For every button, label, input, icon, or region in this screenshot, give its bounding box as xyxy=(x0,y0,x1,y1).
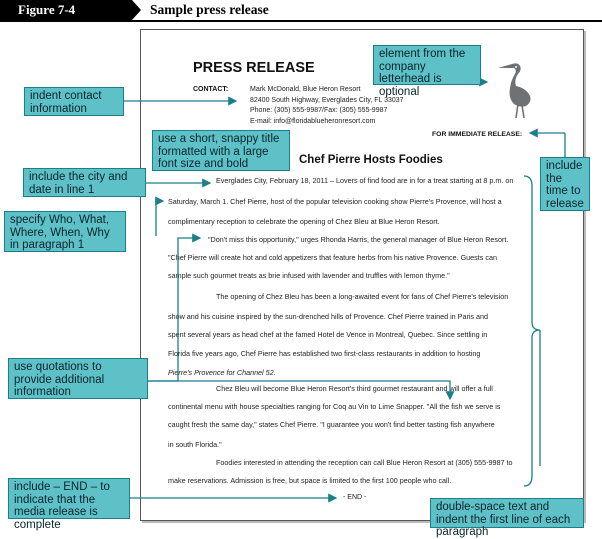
body-line: complimentary reception to celebrate the opening of Chez Bleu at Blue Heron Resort. xyxy=(168,217,440,226)
release-time-label: FOR IMMEDIATE RELEASE: xyxy=(432,131,523,138)
callout-city-date: include the city and date in line 1 xyxy=(23,168,146,197)
arrow-quotations-2 xyxy=(148,381,450,399)
body-line: in south Florida." xyxy=(168,440,222,449)
arrow-quotations xyxy=(148,238,200,381)
end-marker: - END - xyxy=(343,494,367,501)
paragraph-bracket xyxy=(524,176,540,486)
body-line: caught fresh the same day," states Chef Pierre. "I guarantee you won't find better tasting fish anywhere xyxy=(168,420,495,429)
callout-quotations: use quotations to provide additional information xyxy=(8,358,148,399)
callout-time: include the time to release xyxy=(540,157,590,211)
body-line: sample such gourmet treats as brie infused with lavender and truffles with lemon thyme." xyxy=(168,271,450,280)
callout-who-what: specify Who, What, Where, When, Why in paragraph 1 xyxy=(4,211,126,252)
callout-end: include – END – to indicate that the media release is complete xyxy=(8,478,130,519)
contact-line: 82400 South Highway, Everglades City, FL 33037 xyxy=(250,96,404,104)
body-line: "Don't miss this opportunity," urges Rhonda Harris, the general manager of Blue Heron Resort. xyxy=(208,235,509,244)
contact-label: CONTACT: xyxy=(193,86,229,93)
body-line: "Chef Pierre will create hot and cold appetizers that feature herbs from his native Provence. Guests can xyxy=(168,253,497,262)
contact-line: Phone: (305) 555-9987/Fax: (305) 555-9987 xyxy=(250,107,388,114)
callout-title: use a short, snappy title formatted with a large font size and bold xyxy=(152,130,290,171)
body-line: Chez Bleu will become Blue Heron Resort's third gourmet restaurant and will offer a full xyxy=(216,384,493,393)
callout-contact: indent contact information xyxy=(24,87,124,116)
body-line: show and his cuisine inspired by the sun-drenched hills of Provence. Chef Pierre trained in Paris and xyxy=(168,312,489,321)
callout-double-space: double-space text and indent the first line of each paragraph xyxy=(430,498,584,528)
press-release-title: PRESS RELEASE xyxy=(193,60,315,76)
figure-label: Figure 7-4 xyxy=(0,0,132,20)
body-line: spent several years as head chef at the famed Hotel de Vence in Montreal, Quebec. Since settling in xyxy=(168,330,488,339)
body-line: Saturday, March 1. Chef Pierre, host of the popular television cooking show Pierre's Provence, will host a xyxy=(168,197,502,206)
body-line: Florida five years ago, Chef Pierre has established two first-class restaurants in addition to hosting xyxy=(168,349,481,358)
body-line: make reservations. Admission is free, but space is limited to the first 100 people who call. xyxy=(168,476,452,485)
body-line: Everglades City, February 18, 2011 – Lovers of find food are in for a treat starting at 8 p.m. on xyxy=(216,176,514,185)
body-line: Pierre's Provence for Channel 52. xyxy=(168,368,276,377)
body-line: Foodies interested in attending the reception can call Blue Heron Resort at (305) 555-9987 to xyxy=(216,458,513,467)
arrow-who-what xyxy=(156,201,163,236)
headline: Chef Pierre Hosts Foodies xyxy=(299,154,443,166)
body-line: The opening of Chez Bleu has been a long-awaited event for fans of Chef Pierre's television xyxy=(216,292,509,301)
contact-email: E-mail: info@floridablueheronresort.com xyxy=(250,117,376,125)
contact-line: Mark McDonald, Blue Heron Resort xyxy=(250,86,361,93)
body-line: continental menu with house specialties ranging for Coq au Vin to Lime Snapper. "All the fish we serve is xyxy=(168,402,501,411)
figure-title: Sample press release xyxy=(150,2,269,17)
callout-letterhead: element from the company letterhead is optional xyxy=(373,45,481,85)
